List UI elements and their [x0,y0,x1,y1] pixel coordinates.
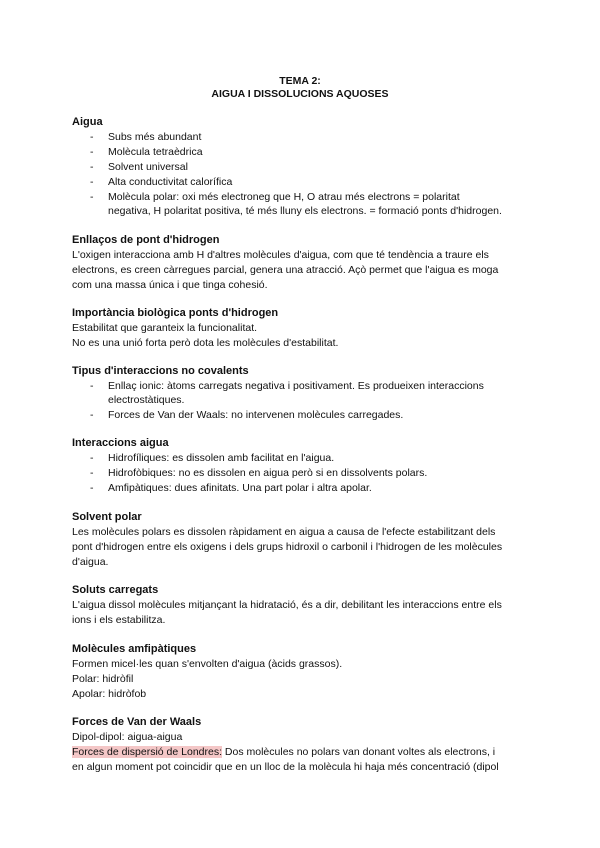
bullet-dash: - [90,409,94,421]
list-item: Forces de Van der Waals: no intervenen molècules carregades. [108,409,404,421]
bullet-dash: - [90,131,94,143]
paragraph-line: L'aigua dissol molècules mitjançant la hidratació, és a dir, debilitant les interaccions entre els [72,599,502,611]
list-item: Solvent universal [108,161,188,173]
section-heading-importancia: Importància biològica ponts d'hidrogen [72,307,279,319]
list-item: Alta conductivitat calorífica [108,176,233,188]
bullet-dash: - [90,191,94,203]
title-line-1: TEMA 2: [279,75,321,87]
list-item: Hidrofíliques: es dissolen amb facilitat en l'aigua. [108,452,335,464]
section-heading-amfipatiques: Molècules amfipàtiques [72,643,197,655]
paragraph-line-highlighted [72,746,495,758]
paragraph-line: electrons, es creen càrregues parcial, genera una atracció. Açò permet que l'aigua es moga [72,264,499,276]
list-item: Molècula polar: oxi més electroneg que H, O atrau més electrons = polaritat [108,191,460,203]
section-heading-soluts: Soluts carregats [72,584,159,596]
bullet-dash: - [90,452,94,464]
paragraph-line: Polar: hidròfil [72,673,134,685]
list-item-continuation: electrostàtiques. [108,394,185,406]
bullet-dash: - [90,161,94,173]
list-item: Molècula tetraèdrica [108,146,203,158]
paragraph-line: No es una unió forta però dota les molècules d'estabilitat. [72,337,339,349]
section-heading-solvent: Solvent polar [72,511,142,523]
list-item-continuation: negativa, H polaritat positiva, té més lluny els electrons. = formació ponts d'hidrogen. [108,205,502,217]
paragraph-line: Estabilitat que garanteix la funcionalitat. [72,322,258,334]
paragraph-text: Dos molècules no polars van donant voltes als electrons, i [222,746,496,758]
section-heading-enllacos: Enllaços de pont d'hidrogen [72,234,220,246]
paragraph-line: L'oxigen interacciona amb H d'altres molècules d'aigua, com que té tendència a traure els [72,249,489,261]
paragraph-line: pont d'hidrogen entre els oxigens i dels grups hidroxil o carbonil i l'hidrogen de les molècules [72,541,503,553]
paragraph-line: en algun moment pot coincidir que en un lloc de la molècula hi haja més concentració (dipol [72,761,499,773]
section-heading-interaccions: Interaccions aigua [72,437,169,449]
section-heading-tipus: Tipus d'interaccions no covalents [72,365,249,377]
list-item: Amfipàtiques: dues afinitats. Una part polar i altra apolar. [108,482,372,494]
list-item: Hidrofòbiques: no es dissolen en aigua però si en dissolvents polars. [108,467,428,479]
section-heading-vanderwaals: Forces de Van der Waals [72,716,202,728]
bullet-dash: - [90,482,94,494]
paragraph-line: Apolar: hidròfob [72,688,147,700]
paragraph-line: Formen micel·les quan s'envolten d'aigua (àcids grassos). [72,658,343,670]
list-item: Enllaç ionic: àtoms carregats negativa i positivament. Es produeixen interaccions [108,380,484,392]
paragraph-line: d'aigua. [72,556,109,568]
paragraph-line: Dipol-dipol: aigua-aigua [72,731,183,743]
section-heading-aigua: Aigua [72,116,103,128]
paragraph-line: com una massa única i que tinga cohesió. [72,279,268,291]
paragraph-line: Les molècules polars es dissolen ràpidament en aigua a causa de l'efecte estabilitzant dels [72,526,496,538]
title-line-2: AIGUA I DISSOLUCIONS AQUOSES [211,88,389,100]
paragraph-line: ions i els estabilitza. [72,614,166,626]
bullet-dash: - [90,380,94,392]
bullet-dash: - [90,176,94,188]
bullet-dash: - [90,467,94,479]
highlighted-text: Forces de dispersió de Londres: [72,746,222,758]
bullet-dash: - [90,146,94,158]
list-item: Subs més abundant [108,131,202,143]
